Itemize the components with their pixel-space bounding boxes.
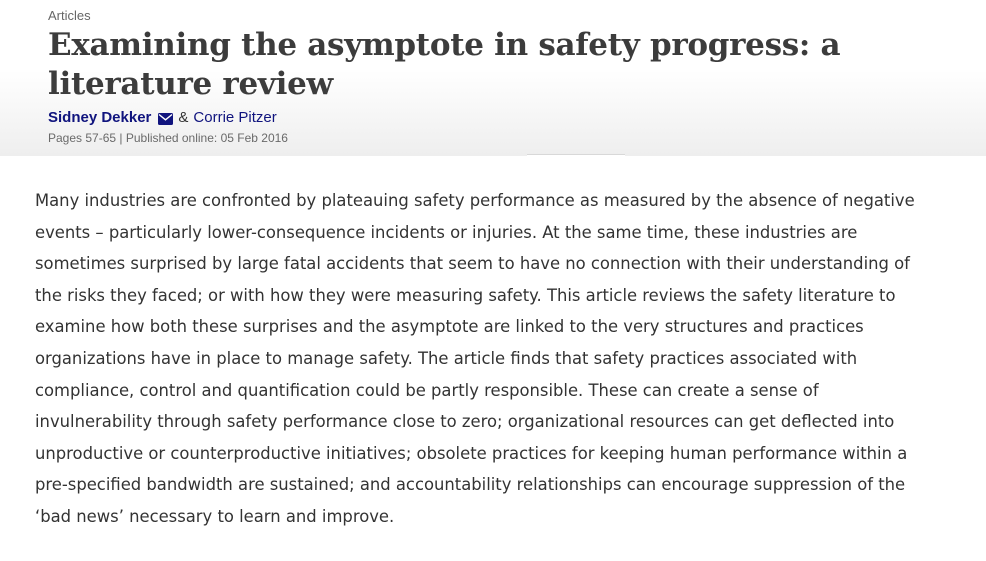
- author-link-sidney-dekker[interactable]: Sidney Dekker: [48, 109, 152, 126]
- article-header: [0, 0, 986, 156]
- publication-meta: Pages 57-65 | Published online: 05 Feb 2016: [48, 131, 288, 145]
- article-title: Examining the asymptote in safety progress: a literature review: [48, 27, 841, 102]
- envelope-icon[interactable]: [158, 112, 173, 124]
- article-type-label: Articles: [48, 8, 91, 23]
- author-separator: &: [178, 109, 189, 126]
- tab-indicator: [527, 154, 625, 157]
- author-link-corrie-pitzer[interactable]: Corrie Pitzer: [193, 109, 277, 126]
- abstract-text: Many industries are confronted by plateauing safety performance as measured by the absence of negative events – particularly lower-consequence incidents or injuries. At the same time, these industries are sometimes surprised by large fatal accidents that seem to have no connection with their understanding of the risks they faced; or with how they were measuring safety. This article reviews the safety literature to examine how both these surprises and the asymptote are linked to the very structures and practices organizations have in place to manage safety. The article finds that safety practices associated with compliance, control and quantification could be partly responsible. These can create a sense of invulnerability through safety performance close to zero; organizational resources can get deflected into unproductive or counterproductive initiatives; obsolete practices for keeping human performance within a pre-specified bandwidth are sustained; and accountability relationships can encourage suppression of the ‘bad news’ necessary to learn and improve.: [35, 191, 915, 526]
- author-list: [48, 109, 277, 126]
